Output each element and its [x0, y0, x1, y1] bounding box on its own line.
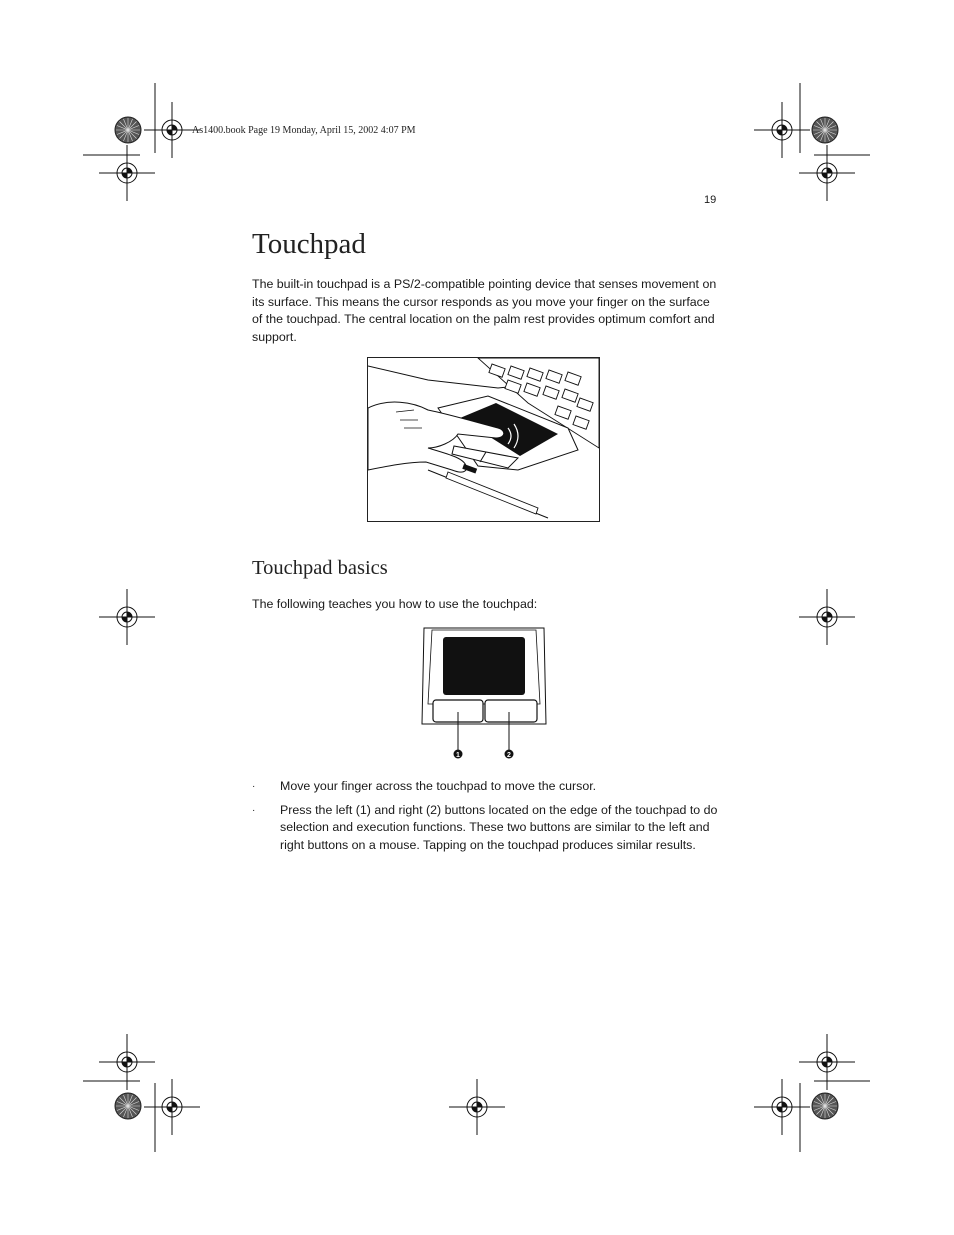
list-item	[252, 802, 722, 854]
touchpad-usage-illustration	[367, 357, 600, 522]
teaches-line: The following teaches you how to use the touchpad:	[252, 597, 538, 611]
section-subtitle: Touchpad basics	[252, 557, 388, 579]
crop-mark-bottom-left	[83, 1034, 200, 1152]
intro-paragraph: The built-in touchpad is a PS/2-compatible pointing device that senses movement on its surface. This means the cursor responds as you move your finger on the surface of the touchpad. The central location on the palm rest provides optimum comfort and support.	[252, 277, 717, 345]
touchpad-diagram	[420, 624, 548, 764]
bullet-text: Press the left (1) and right (2) buttons located on the edge of the touchpad to do selection and execution functions. These two buttons are similar to the left and right buttons on a mouse. Tapping on the touchpad produces similar results.	[280, 803, 718, 852]
bullet-symbol: ·	[252, 781, 256, 792]
page-number: 19	[704, 194, 717, 206]
crop-mark-mid-right	[799, 589, 855, 645]
callout-1-label: 1	[456, 752, 460, 759]
bullet-text: Move your finger across the touchpad to move the cursor.	[280, 779, 597, 793]
page-title: Touchpad	[252, 228, 366, 260]
bullet-symbol: ·	[252, 805, 256, 817]
crop-mark-bottom-center	[449, 1079, 505, 1135]
crop-mark-bottom-right	[754, 1034, 870, 1152]
touchpad-surface	[443, 637, 525, 695]
print-header: As1400.book Page 19 Monday, April 15, 2002 4:07 PM	[192, 125, 416, 136]
right-button-shape	[485, 700, 537, 722]
instruction-list	[252, 778, 722, 861]
crop-mark-mid-left	[99, 589, 155, 645]
callout-2-label: 2	[507, 752, 511, 759]
crop-mark-top-right	[754, 83, 870, 201]
crop-mark-top-left	[83, 83, 200, 201]
list-item	[252, 778, 722, 795]
